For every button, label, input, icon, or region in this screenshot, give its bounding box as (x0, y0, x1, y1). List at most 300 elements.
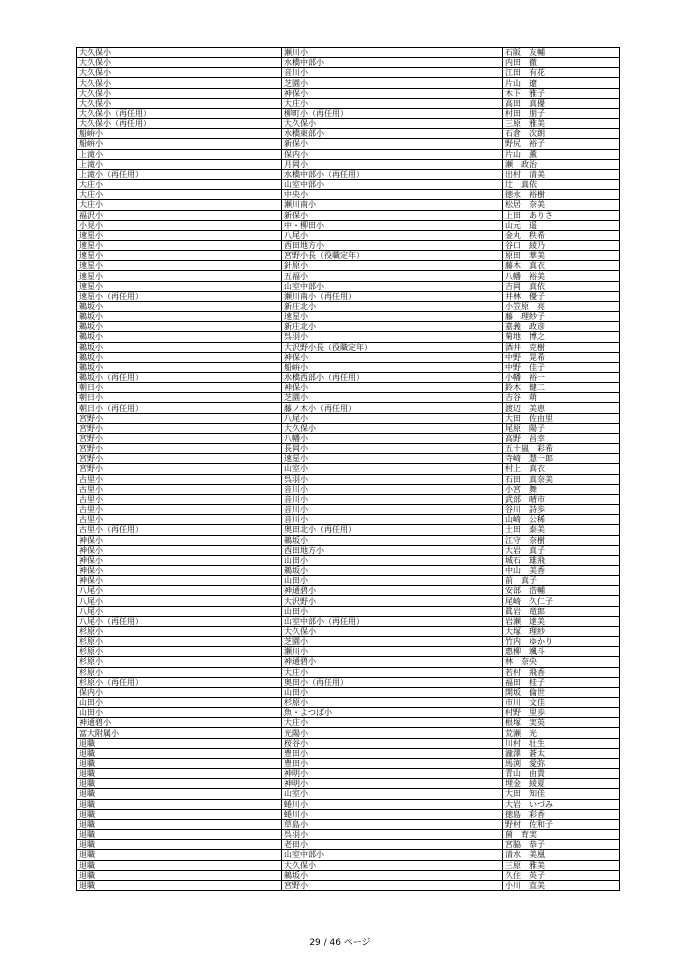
teacher-name-cell: 江田 有花 (503, 68, 620, 78)
previous-school-cell: 鵜坂小 (77, 362, 282, 372)
table-row (77, 545, 620, 555)
teacher-name-cell: 野村 佐和子 (503, 819, 620, 829)
teacher-name-cell: 菊地 博之 (503, 332, 620, 342)
teacher-name-cell: 瀬 政治 (503, 159, 620, 169)
new-school-cell: 蜷川小 (282, 809, 503, 819)
previous-school-cell: 杉原小 (77, 667, 282, 677)
previous-school-cell: 山田小 (77, 698, 282, 708)
teacher-name-cell: 小川 直美 (503, 880, 620, 890)
teacher-name-cell: 土田 泰美 (503, 525, 620, 535)
teacher-name-cell: 酒井 克樹 (503, 342, 620, 352)
previous-school-cell: 退職 (77, 830, 282, 840)
table-row (77, 322, 620, 332)
teacher-name-cell: 内田 徹 (503, 58, 620, 68)
table-row (77, 708, 620, 718)
new-school-cell: 藤ノ木小（再任用） (282, 403, 503, 413)
teacher-name-cell: 尾原 陽子 (503, 423, 620, 433)
previous-school-cell: 退職 (77, 758, 282, 768)
teacher-name-cell: 大田 佐由里 (503, 413, 620, 423)
table-row (77, 403, 620, 413)
teacher-name-cell: 小宮 舞 (503, 484, 620, 494)
table-row (77, 454, 620, 464)
teacher-name-cell: 藤 理紗子 (503, 312, 620, 322)
table-row (77, 789, 620, 799)
new-school-cell: 奥田小（再任用） (282, 677, 503, 687)
teacher-name-cell: 片山 薫 (503, 149, 620, 159)
teacher-name-cell: 岩瀬 達美 (503, 616, 620, 626)
new-school-cell: 大久保小 (282, 119, 503, 129)
teacher-name-cell: 三原 雅美 (503, 119, 620, 129)
previous-school-cell: 古里小 (77, 515, 282, 525)
new-school-cell: 保内小 (282, 149, 503, 159)
teacher-name-cell: 根塚 実英 (503, 718, 620, 728)
table-row (77, 718, 620, 728)
teacher-name-cell: 大岩 いづみ (503, 799, 620, 809)
new-school-cell: 音川小 (282, 505, 503, 515)
new-school-cell: 水橋中部小（再任用） (282, 169, 503, 179)
previous-school-cell: 神通碧小 (77, 718, 282, 728)
new-school-cell: 鵜坂小 (282, 565, 503, 575)
previous-school-cell: 宮野小 (77, 444, 282, 454)
previous-school-cell: 速星小 (77, 230, 282, 240)
table-row (77, 515, 620, 525)
previous-school-cell: 宮野小 (77, 433, 282, 443)
new-school-cell: 大沢野小 (282, 596, 503, 606)
table-row (77, 251, 620, 261)
teacher-name-cell: 清水 美凰 (503, 850, 620, 860)
teacher-name-cell: 川村 壮生 (503, 738, 620, 748)
new-school-cell: 山室中部小 (282, 180, 503, 190)
teacher-name-cell: 小笠原 亮 (503, 301, 620, 311)
table-row (77, 860, 620, 870)
new-school-cell: 音川小 (282, 68, 503, 78)
table-row (77, 728, 620, 738)
table-row (77, 312, 620, 322)
teacher-name-cell: 荒瀬 光 (503, 728, 620, 738)
teacher-name-cell: 石倉 次朗 (503, 129, 620, 139)
previous-school-cell: 大久保小 (77, 48, 282, 58)
new-school-cell: 呉羽小 (282, 474, 503, 484)
table-row (77, 423, 620, 433)
table-row (77, 119, 620, 129)
table-row (77, 840, 620, 850)
teacher-name-cell: 大塚 理紗 (503, 626, 620, 636)
teacher-name-cell: 石阪 友輔 (503, 48, 620, 58)
new-school-cell: 新庄北小 (282, 301, 503, 311)
new-school-cell: 大庄小 (282, 667, 503, 677)
new-school-cell: 山室中部小（再任用） (282, 616, 503, 626)
new-school-cell: 八尾小 (282, 230, 503, 240)
new-school-cell: 神保小 (282, 383, 503, 393)
teacher-name-cell: 宮脇 恭子 (503, 840, 620, 850)
new-school-cell: 中央小 (282, 190, 503, 200)
teacher-name-cell: 江守 奈樹 (503, 535, 620, 545)
new-school-cell: 新保小 (282, 139, 503, 149)
new-school-cell: 草島小 (282, 819, 503, 829)
previous-school-cell: 退職 (77, 779, 282, 789)
new-school-cell: 西田地方小 (282, 240, 503, 250)
teacher-name-cell: 市川 文佳 (503, 698, 620, 708)
table-row (77, 261, 620, 271)
table-row (77, 149, 620, 159)
teacher-name-cell: 埋金 綾夏 (503, 779, 620, 789)
previous-school-cell: 退職 (77, 809, 282, 819)
table-row (77, 58, 620, 68)
teacher-name-cell: 渡辺 美恵 (503, 403, 620, 413)
table-row (77, 657, 620, 667)
page-number: 29 / 46 ページ (309, 938, 371, 948)
teacher-name-cell: 吉谷 萌 (503, 393, 620, 403)
table-row (77, 169, 620, 179)
table-row (77, 98, 620, 108)
previous-school-cell: 退職 (77, 880, 282, 890)
teacher-name-cell: 寺崎 慧一郎 (503, 454, 620, 464)
new-school-cell: 大庄小 (282, 718, 503, 728)
table-row (77, 606, 620, 616)
teacher-name-cell: 山崎 公稀 (503, 515, 620, 525)
teacher-name-cell: 菌 育実 (503, 830, 620, 840)
new-school-cell: 杉原小 (282, 698, 503, 708)
new-school-cell: 柳町小（再任用） (282, 108, 503, 118)
table-row (77, 230, 620, 240)
teacher-name-cell: 谷川 詩歩 (503, 505, 620, 515)
roster-body (77, 48, 620, 891)
new-school-cell: 芝園小 (282, 637, 503, 647)
new-school-cell: 芝園小 (282, 393, 503, 403)
previous-school-cell: 山田小 (77, 708, 282, 718)
new-school-cell: 光陽小 (282, 728, 503, 738)
previous-school-cell: 八尾小（再任用） (77, 616, 282, 626)
teacher-name-cell: 野尻 裕子 (503, 139, 620, 149)
new-school-cell: 神通碧小 (282, 586, 503, 596)
table-row (77, 626, 620, 636)
table-row (77, 555, 620, 565)
previous-school-cell: 速星小 (77, 281, 282, 291)
teacher-name-cell: 出村 清美 (503, 169, 620, 179)
previous-school-cell: 退職 (77, 769, 282, 779)
previous-school-cell: 退職 (77, 819, 282, 829)
previous-school-cell: 退職 (77, 738, 282, 748)
new-school-cell: 大久保小 (282, 860, 503, 870)
previous-school-cell: 鵜坂小 (77, 301, 282, 311)
new-school-cell: 山室小 (282, 789, 503, 799)
previous-school-cell: 鵜坂小（再任用） (77, 373, 282, 383)
table-row (77, 88, 620, 98)
new-school-cell: 新保小 (282, 210, 503, 220)
previous-school-cell: 杉原小 (77, 647, 282, 657)
new-school-cell: 山室小 (282, 464, 503, 474)
previous-school-cell: 杉原小 (77, 626, 282, 636)
table-row (77, 698, 620, 708)
new-school-cell: 五福小 (282, 271, 503, 281)
previous-school-cell: 神保小 (77, 545, 282, 555)
previous-school-cell: 神保小 (77, 565, 282, 575)
table-row (77, 830, 620, 840)
table-row (77, 373, 620, 383)
table-row (77, 200, 620, 210)
table-row (77, 393, 620, 403)
new-school-cell: 音川小 (282, 494, 503, 504)
teacher-name-cell: 開坂 倫世 (503, 687, 620, 697)
teacher-name-cell: 高野 昌幸 (503, 433, 620, 443)
new-school-cell: 八幡小 (282, 433, 503, 443)
previous-school-cell: 大久保小（再任用） (77, 108, 282, 118)
previous-school-cell: 大久保小 (77, 68, 282, 78)
previous-school-cell: 退職 (77, 789, 282, 799)
previous-school-cell: 大久保小 (77, 58, 282, 68)
previous-school-cell: 船峅小 (77, 129, 282, 139)
previous-school-cell: 退職 (77, 748, 282, 758)
table-row (77, 819, 620, 829)
previous-school-cell: 古里小 (77, 484, 282, 494)
new-school-cell: 呉羽小 (282, 332, 503, 342)
teacher-name-cell: 金丸 秩希 (503, 230, 620, 240)
previous-school-cell: 退職 (77, 870, 282, 880)
new-school-cell: 山田小 (282, 687, 503, 697)
new-school-cell: 蜷川小 (282, 799, 503, 809)
teacher-name-cell: 大岩 真子 (503, 545, 620, 555)
teacher-name-cell: 鈴木 健二 (503, 383, 620, 393)
table-row (77, 190, 620, 200)
table-row (77, 180, 620, 190)
teacher-name-cell: 井林 優子 (503, 291, 620, 301)
previous-school-cell: 速星小（再任用） (77, 291, 282, 301)
teacher-name-cell: 吉岡 真依 (503, 281, 620, 291)
new-school-cell: 鵜坂小 (282, 535, 503, 545)
previous-school-cell: 速星小 (77, 251, 282, 261)
new-school-cell: 魚・よつば小 (282, 708, 503, 718)
previous-school-cell: 船峅小 (77, 139, 282, 149)
previous-school-cell: 退職 (77, 860, 282, 870)
new-school-cell: 宮野小長（役職定年） (282, 251, 503, 261)
teacher-name-cell: 徳島 彩香 (503, 809, 620, 819)
table-row (77, 576, 620, 586)
previous-school-cell: 神保小 (77, 576, 282, 586)
table-row (77, 616, 620, 626)
previous-school-cell: 杉原小 (77, 657, 282, 667)
teacher-name-cell: 辻 真依 (503, 180, 620, 190)
table-row (77, 362, 620, 372)
previous-school-cell: 古里小 (77, 494, 282, 504)
teacher-name-cell: 前 真子 (503, 576, 620, 586)
teacher-name-cell: 山元 遥 (503, 220, 620, 230)
new-school-cell: 中・柳田小 (282, 220, 503, 230)
new-school-cell: 音川小 (282, 484, 503, 494)
new-school-cell: 山室中部小 (282, 850, 503, 860)
table-row (77, 301, 620, 311)
teacher-name-cell: 嘉義 政彦 (503, 322, 620, 332)
table-row (77, 494, 620, 504)
new-school-cell: 鵜坂小 (282, 870, 503, 880)
previous-school-cell: 速星小 (77, 271, 282, 281)
new-school-cell: 水橋東部小 (282, 129, 503, 139)
teacher-name-cell: 城石 雄飛 (503, 555, 620, 565)
new-school-cell: 瀬川南小（再任用） (282, 291, 503, 301)
new-school-cell: 神明小 (282, 779, 503, 789)
previous-school-cell: 福沢小 (77, 210, 282, 220)
previous-school-cell: 古里小 (77, 505, 282, 515)
new-school-cell: 神明小 (282, 769, 503, 779)
new-school-cell: 山田小 (282, 576, 503, 586)
new-school-cell: 呉羽小 (282, 830, 503, 840)
teacher-name-cell: 青山 由貴 (503, 769, 620, 779)
previous-school-cell: 上滝小 (77, 149, 282, 159)
teacher-name-cell: 片山 遼 (503, 78, 620, 88)
teacher-name-cell: 木下 雅子 (503, 88, 620, 98)
previous-school-cell: 大庄小 (77, 190, 282, 200)
table-row (77, 129, 620, 139)
teacher-name-cell: 村上 真衣 (503, 464, 620, 474)
previous-school-cell: 上滝小 (77, 159, 282, 169)
new-school-cell: 瀬川小 (282, 647, 503, 657)
table-row (77, 667, 620, 677)
previous-school-cell: 宮野小 (77, 464, 282, 474)
previous-school-cell: 鵜坂小 (77, 312, 282, 322)
teacher-name-cell: 大田 知佳 (503, 789, 620, 799)
new-school-cell: 山田小 (282, 555, 503, 565)
teacher-name-cell: 原田 華美 (503, 251, 620, 261)
previous-school-cell: 宮野小 (77, 423, 282, 433)
new-school-cell: 八尾小 (282, 413, 503, 423)
new-school-cell: 瀬川小 (282, 48, 503, 58)
previous-school-cell: 上滝小（再任用） (77, 169, 282, 179)
table-row (77, 525, 620, 535)
table-row (77, 139, 620, 149)
table-row (77, 687, 620, 697)
teacher-name-cell: 高田 真優 (503, 98, 620, 108)
new-school-cell: 新庄北小 (282, 322, 503, 332)
previous-school-cell: 速星小 (77, 261, 282, 271)
previous-school-cell: 朝日小 (77, 383, 282, 393)
new-school-cell: 速星小 (282, 312, 503, 322)
new-school-cell: 神通碧小 (282, 657, 503, 667)
table-row (77, 291, 620, 301)
previous-school-cell: 神保小 (77, 555, 282, 565)
previous-school-cell: 鵜坂小 (77, 342, 282, 352)
new-school-cell: 奥田北小（再任用） (282, 525, 503, 535)
table-row (77, 799, 620, 809)
new-school-cell: 山室中部小 (282, 281, 503, 291)
teacher-name-cell: 安部 浩輔 (503, 586, 620, 596)
teacher-name-cell: 竹内 ゆかり (503, 637, 620, 647)
previous-school-cell: 富大附属小 (77, 728, 282, 738)
teacher-name-cell: 惠柳 颯斗 (503, 647, 620, 657)
transfer-roster-table (76, 47, 620, 891)
table-row (77, 332, 620, 342)
teacher-name-cell: 武部 晴市 (503, 494, 620, 504)
previous-school-cell: 古里小 (77, 474, 282, 484)
new-school-cell: 芝園小 (282, 78, 503, 88)
previous-school-cell: 大久保小 (77, 78, 282, 88)
previous-school-cell: 八尾小 (77, 606, 282, 616)
table-row (77, 68, 620, 78)
new-school-cell: 大庄小 (282, 98, 503, 108)
table-row (77, 809, 620, 819)
teacher-name-cell: 林 奈央 (503, 657, 620, 667)
table-row (77, 505, 620, 515)
new-school-cell: 桜谷小 (282, 738, 503, 748)
previous-school-cell: 退職 (77, 840, 282, 850)
previous-school-cell: 小見小 (77, 220, 282, 230)
new-school-cell: 水橋西部小（再任用） (282, 373, 503, 383)
table-row (77, 352, 620, 362)
teacher-name-cell: 中山 美香 (503, 565, 620, 575)
new-school-cell: 速星小 (282, 454, 503, 464)
previous-school-cell: 朝日小（再任用） (77, 403, 282, 413)
teacher-name-cell: 三原 雅美 (503, 860, 620, 870)
table-row (77, 565, 620, 575)
table-row (77, 48, 620, 58)
table-row (77, 758, 620, 768)
previous-school-cell: 鵜坂小 (77, 332, 282, 342)
teacher-name-cell: 藤木 真衣 (503, 261, 620, 271)
table-row (77, 474, 620, 484)
teacher-name-cell: 馬渕 愛弥 (503, 758, 620, 768)
table-row (77, 433, 620, 443)
teacher-name-cell: 眞岩 竜郎 (503, 606, 620, 616)
teacher-name-cell: 中野 佳子 (503, 362, 620, 372)
new-school-cell: 音川小 (282, 515, 503, 525)
teacher-name-cell: 五十嵐 彩希 (503, 444, 620, 454)
table-row (77, 281, 620, 291)
new-school-cell: 長岡小 (282, 444, 503, 454)
previous-school-cell: 大庄小 (77, 180, 282, 190)
table-row (77, 271, 620, 281)
previous-school-cell: 速星小 (77, 240, 282, 250)
table-row (77, 779, 620, 789)
teacher-name-cell: 村田 朋子 (503, 108, 620, 118)
previous-school-cell: 古里小（再任用） (77, 525, 282, 535)
table-row (77, 159, 620, 169)
table-row (77, 342, 620, 352)
table-row (77, 880, 620, 890)
previous-school-cell: 杉原小 (77, 637, 282, 647)
previous-school-cell: 退職 (77, 850, 282, 860)
teacher-name-cell: 尾崎 久仁子 (503, 596, 620, 606)
table-row (77, 748, 620, 758)
new-school-cell: 大久保小 (282, 423, 503, 433)
previous-school-cell: 杉原小（再任用） (77, 677, 282, 687)
table-row (77, 240, 620, 250)
teacher-name-cell: 小幡 裕一 (503, 373, 620, 383)
table-row (77, 769, 620, 779)
table-row (77, 413, 620, 423)
table-row (77, 738, 620, 748)
new-school-cell: 山田小 (282, 606, 503, 616)
table-row (77, 444, 620, 454)
table-row (77, 220, 620, 230)
previous-school-cell: 大久保小（再任用） (77, 119, 282, 129)
new-school-cell: 水橋中部小 (282, 58, 503, 68)
previous-school-cell: 宮野小 (77, 413, 282, 423)
new-school-cell: 月岡小 (282, 159, 503, 169)
teacher-name-cell: 上田 ありさ (503, 210, 620, 220)
teacher-name-cell: 久住 英子 (503, 870, 620, 880)
previous-school-cell: 鵜坂小 (77, 322, 282, 332)
new-school-cell: 瀬川南小 (282, 200, 503, 210)
previous-school-cell: 神保小 (77, 535, 282, 545)
teacher-name-cell: 福田 桂子 (503, 677, 620, 687)
table-row (77, 850, 620, 860)
table-row (77, 78, 620, 88)
teacher-name-cell: 徳永 裕樹 (503, 190, 620, 200)
previous-school-cell: 大久保小 (77, 88, 282, 98)
new-school-cell: 宮野小 (282, 880, 503, 890)
teacher-name-cell: 瀧澤 蒼太 (503, 748, 620, 758)
previous-school-cell: 大久保小 (77, 98, 282, 108)
new-school-cell: 豊田小 (282, 758, 503, 768)
new-school-cell: 神保小 (282, 88, 503, 98)
